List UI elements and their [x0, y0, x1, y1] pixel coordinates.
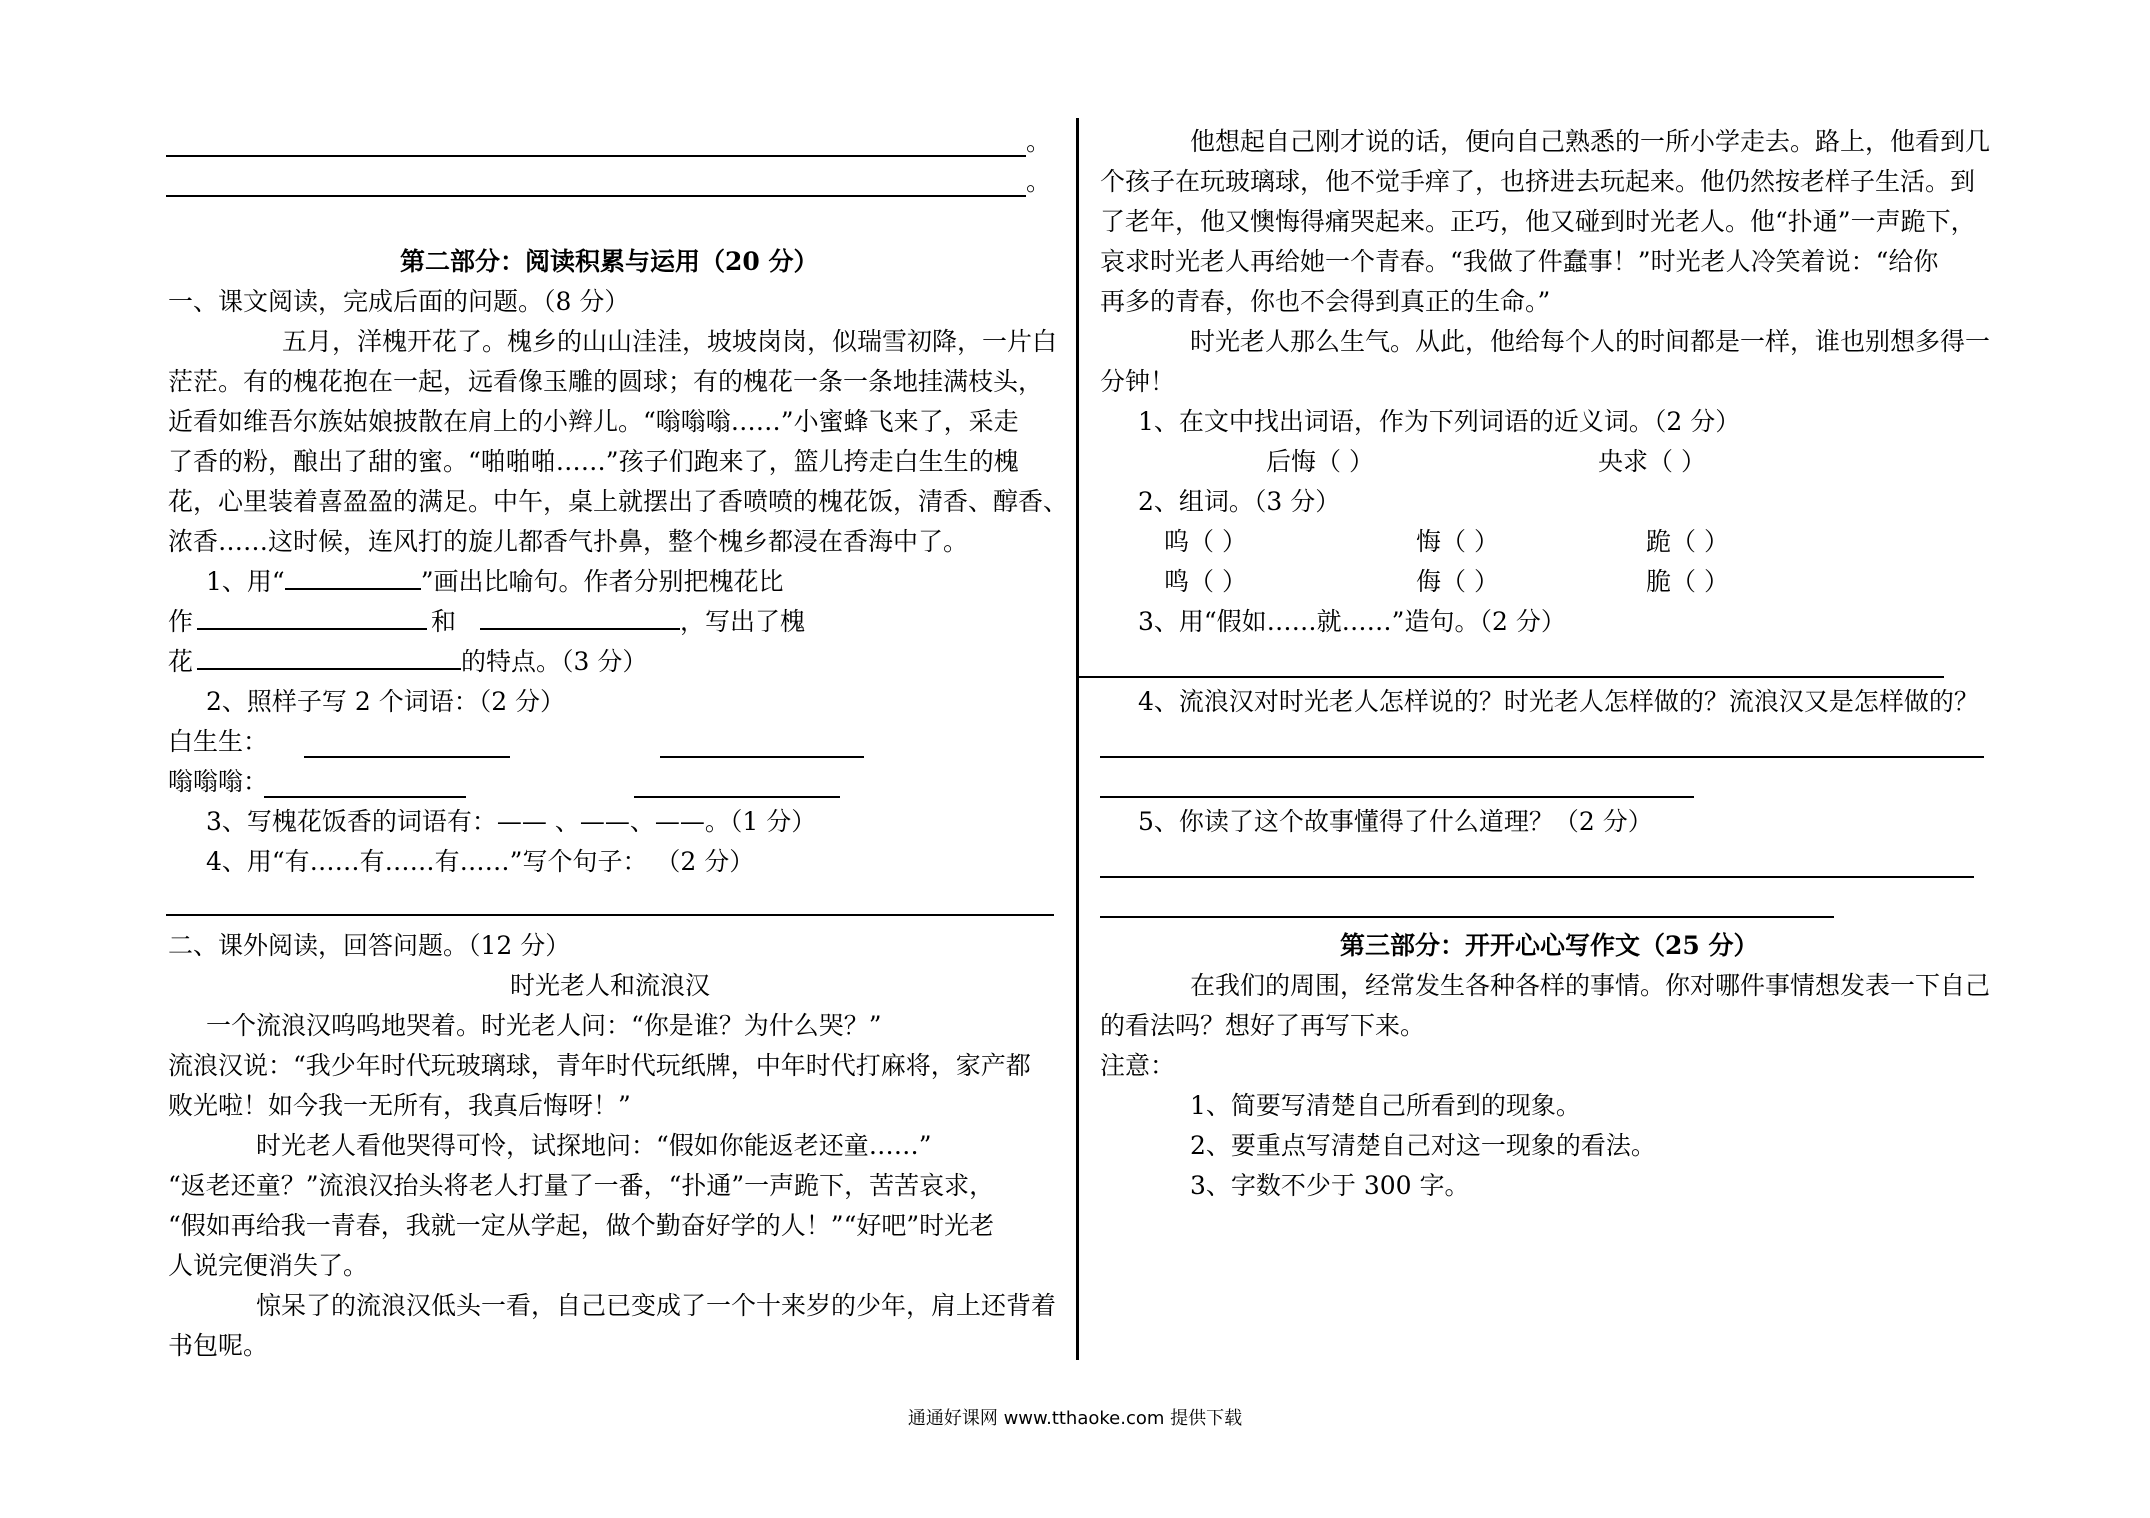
- answer-line[interactable]: [1100, 796, 1694, 798]
- answer-line[interactable]: [660, 756, 864, 758]
- question-2: 2、照样子写 2 个词语：（2 分）: [206, 687, 566, 716]
- answer-line[interactable]: [166, 914, 1054, 916]
- story-line: 一个流浪汉呜呜地哭着。时光老人问：“你是谁？为什么哭？”: [206, 1011, 882, 1040]
- story-line: 再多的青春，你也不会得到真正的生命。”: [1100, 287, 1551, 316]
- question-r3: 3、用“假如……就……”造句。（2 分）: [1138, 607, 1566, 636]
- story-line: “假如再给我一青春，我就一定从学起，做个勤奋好学的人！”“好吧”时光老: [168, 1211, 995, 1240]
- section2-heading: 二、课外阅读，回答问题。（12 分）: [168, 931, 571, 960]
- question-r2: 2、组词。（3 分）: [1138, 487, 1341, 516]
- question-r4: 4、流浪汉对时光老人怎样说的？时光老人怎样做的？流浪汉又是怎样做的？: [1138, 687, 1979, 716]
- story-title: 时光老人和流浪汉: [510, 971, 711, 1000]
- answer-line[interactable]: [634, 796, 840, 798]
- essay-prompt: 的看法吗？想好了再写下来。: [1100, 1011, 1426, 1040]
- story-line: 分钟！: [1100, 367, 1176, 396]
- section1-heading: 一、课文阅读，完成后面的问题。（8 分）: [168, 287, 630, 316]
- part3-title: 第三部分：开开心心写作文（25 分）: [1340, 931, 1759, 960]
- question-1: 1、用“ ”画出比喻句。作者分别把槐花比: [206, 567, 784, 596]
- question-r5: 5、你读了这个故事懂得了什么道理？（2 分）: [1138, 807, 1653, 836]
- passage-line: 浓香……这时候，连风打的旋儿都香气扑鼻，整个槐乡都浸在香海中了。: [168, 527, 969, 556]
- answer-blank[interactable]: [285, 566, 421, 590]
- passage-line: 近看如维吾尔族姑娘披散在肩上的小辫儿。“嗡嗡嗡……”小蜜蜂飞来了，采走: [168, 407, 1019, 436]
- essay-prompt: 在我们的周围，经常发生各种各样的事情。你对哪件事情想发表一下自己: [1190, 971, 1991, 1000]
- question-3: 3、写槐花饭香的词语有：—— 、——、——。（1 分）: [206, 807, 817, 836]
- word-blank[interactable]: 鸣（ ）: [1164, 567, 1247, 596]
- synonym-blank[interactable]: 央求（ ）: [1598, 447, 1706, 476]
- story-line: 他想起自己刚才说的话，便向自己熟悉的一所小学走去。路上，他看到几: [1190, 127, 1991, 156]
- word-blank[interactable]: 侮（ ）: [1416, 567, 1499, 596]
- answer-line[interactable]: [166, 195, 1026, 197]
- answer-blank[interactable]: [480, 606, 680, 630]
- story-line: 个孩子在玩玻璃球，他不觉手痒了，也挤进去玩起来。他仍然按老样子生活。到: [1100, 167, 1976, 196]
- passage-line: 了香的粉，酿出了甜的蜜。“啪啪啪……”孩子们跑来了，篮儿挎走白生生的槐: [168, 447, 1019, 476]
- example-word: 白生生：: [168, 727, 269, 756]
- answer-line[interactable]: [1100, 916, 1834, 918]
- note-item: 3、字数不少于 300 字。: [1190, 1171, 1470, 1200]
- period-mark: 。: [1026, 167, 1052, 196]
- story-line: 书包呢。: [168, 1331, 269, 1360]
- passage-line: 花，心里装着喜盈盈的满足。中午，桌上就摆出了香喷喷的槐花饭，清香、醇香、: [168, 487, 1069, 516]
- passage-line: 茫茫。有的槐花抱在一起，远看像玉雕的圆球；有的槐花一条一条地挂满枝头，: [168, 367, 1044, 396]
- answer-blank[interactable]: [197, 646, 461, 670]
- story-line: 时光老人看他哭得可怜，试探地问：“假如你能返老还童……”: [256, 1131, 932, 1160]
- answer-line[interactable]: [1078, 676, 1944, 678]
- passage-line: 五月，洋槐开花了。槐乡的山山洼洼，坡坡岗岗，似瑞雪初降，一片白: [282, 327, 1058, 356]
- answer-line[interactable]: [304, 756, 510, 758]
- story-line: 流浪汉说：“我少年时代玩玻璃球，青年时代玩纸牌，中年时代打麻将，家产都: [168, 1051, 1031, 1080]
- column-divider: [1076, 118, 1079, 1360]
- note-label: 注意：: [1100, 1051, 1176, 1080]
- note-item: 1、简要写清楚自己所看到的现象。: [1190, 1091, 1581, 1120]
- part2-title: 第二部分：阅读积累与运用（20 分）: [400, 247, 819, 276]
- story-line: “返老还童？”流浪汉抬头将老人打量了一番，“扑通”一声跪下，苦苦哀求，: [168, 1171, 995, 1200]
- story-line: 人说完便消失了。: [168, 1251, 369, 1280]
- story-line: 时光老人那么生气。从此，他给每个人的时间都是一样，谁也别想多得一: [1190, 327, 1991, 356]
- story-line: 败光啦！如今我一无所有，我真后悔呀！”: [168, 1091, 631, 1120]
- story-line: 了老年，他又懊悔得痛哭起来。正巧，他又碰到时光老人。他“扑通”一声跪下，: [1100, 207, 1976, 236]
- answer-line[interactable]: [1100, 876, 1974, 878]
- synonym-blank[interactable]: 后悔（ ）: [1266, 447, 1374, 476]
- period-mark: 。: [1026, 127, 1052, 156]
- story-line: 惊呆了的流浪汉低头一看，自己已变成了一个十来岁的少年，肩上还背着: [256, 1291, 1057, 1320]
- word-blank[interactable]: 悔（ ）: [1416, 527, 1499, 556]
- answer-line[interactable]: [166, 155, 1026, 157]
- word-blank[interactable]: 呜（ ）: [1164, 527, 1247, 556]
- question-1-line3: 花 的特点。（3 分）: [168, 647, 648, 676]
- answer-line[interactable]: [1100, 756, 1984, 758]
- example-word: 嗡嗡嗡：: [168, 767, 269, 796]
- question-4: 4、用“有……有……有……”写个句子： （2 分）: [206, 847, 755, 876]
- note-item: 2、要重点写清楚自己对这一现象的看法。: [1190, 1131, 1656, 1160]
- question-r1: 1、在文中找出词语，作为下列词语的近义词。（2 分）: [1138, 407, 1741, 436]
- answer-line[interactable]: [264, 796, 466, 798]
- word-blank[interactable]: 脆（ ）: [1646, 567, 1729, 596]
- story-line: 哀求时光老人再给她一个青春。“我做了件蠢事！”时光老人冷笑着说：“给你: [1100, 247, 1939, 276]
- answer-blank[interactable]: [197, 606, 427, 630]
- word-blank[interactable]: 跪（ ）: [1646, 527, 1729, 556]
- footer-credit: 通通好课网 www.tthaoke.com 提供下载: [907, 1408, 1243, 1429]
- question-1-line2: 作 和 ，写出了槐: [168, 607, 806, 636]
